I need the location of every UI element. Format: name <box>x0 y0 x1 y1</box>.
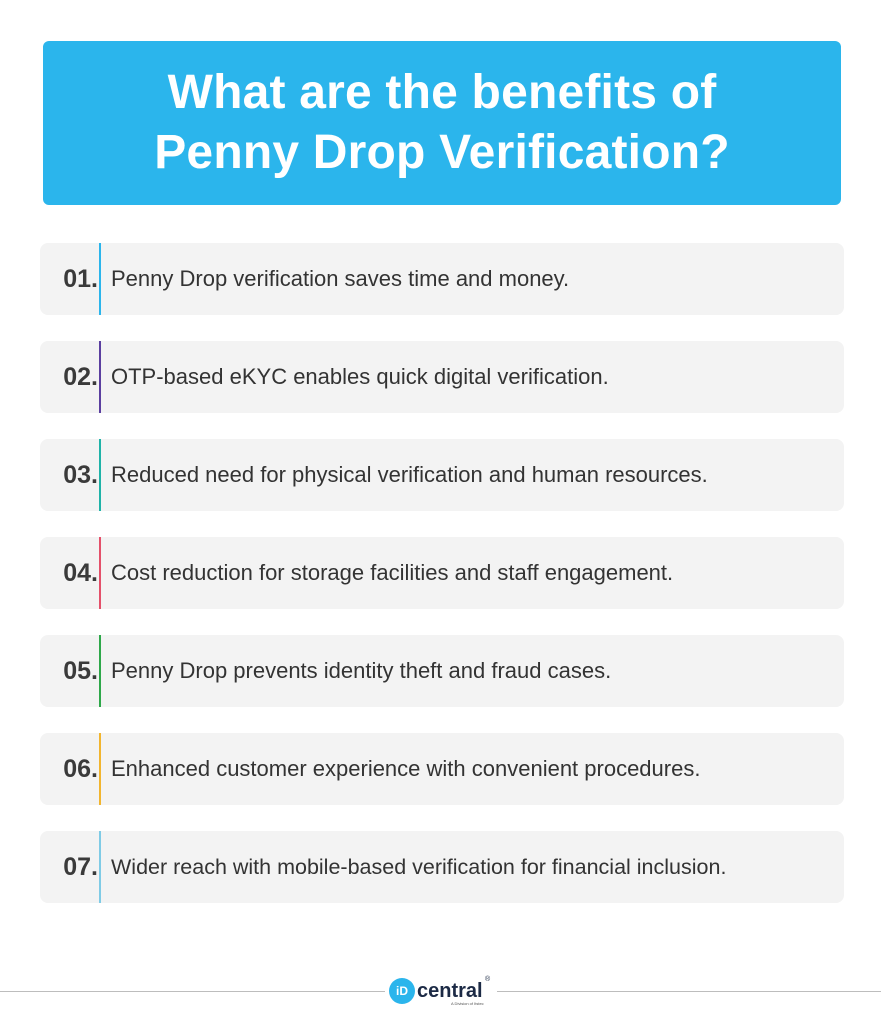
item-text: Cost reduction for storage facilities and staff engagement. <box>111 560 674 585</box>
item-text: Penny Drop prevents identity theft and fraud cases. <box>111 658 612 683</box>
logo-tagline: A Division of Itstec <box>451 1001 484 1006</box>
idcentral-logo <box>385 974 497 1008</box>
item-number: 01. <box>63 264 98 293</box>
list-item <box>40 341 844 413</box>
logo-mark-icon: iD <box>389 978 415 1004</box>
item-text: Enhanced customer experience with convenient procedures. <box>111 756 701 781</box>
item-text: Wider reach with mobile-based verification for financial inclusion. <box>111 854 727 879</box>
accent-bar <box>99 243 101 315</box>
registered-mark: ® <box>485 976 491 983</box>
accent-bar <box>99 537 101 609</box>
item-text: OTP-based eKYC enables quick digital verification. <box>111 364 609 389</box>
list-item <box>40 733 844 805</box>
accent-bar <box>99 341 101 413</box>
item-text: Penny Drop verification saves time and money. <box>111 266 570 291</box>
accent-bar <box>99 439 101 511</box>
list-item <box>40 243 844 315</box>
accent-bar <box>99 831 101 903</box>
page-title <box>154 63 730 183</box>
title-banner <box>43 41 841 205</box>
item-text: Reduced need for physical verification and human resources. <box>111 462 708 487</box>
item-number: 05. <box>63 656 98 685</box>
title-line-2: Penny Drop Verification? <box>154 126 730 179</box>
list-item <box>40 439 844 511</box>
item-number: 07. <box>63 852 98 881</box>
list-item <box>40 635 844 707</box>
list-item <box>40 831 844 903</box>
item-number: 03. <box>63 460 98 489</box>
title-line-1: What are the benefits of <box>167 66 717 119</box>
item-number: 06. <box>63 754 98 783</box>
accent-bar <box>99 635 101 707</box>
item-number: 04. <box>63 558 98 587</box>
accent-bar <box>99 733 101 805</box>
item-number: 02. <box>63 362 98 391</box>
list-item <box>40 537 844 609</box>
logo-wordmark: central <box>417 980 483 1002</box>
